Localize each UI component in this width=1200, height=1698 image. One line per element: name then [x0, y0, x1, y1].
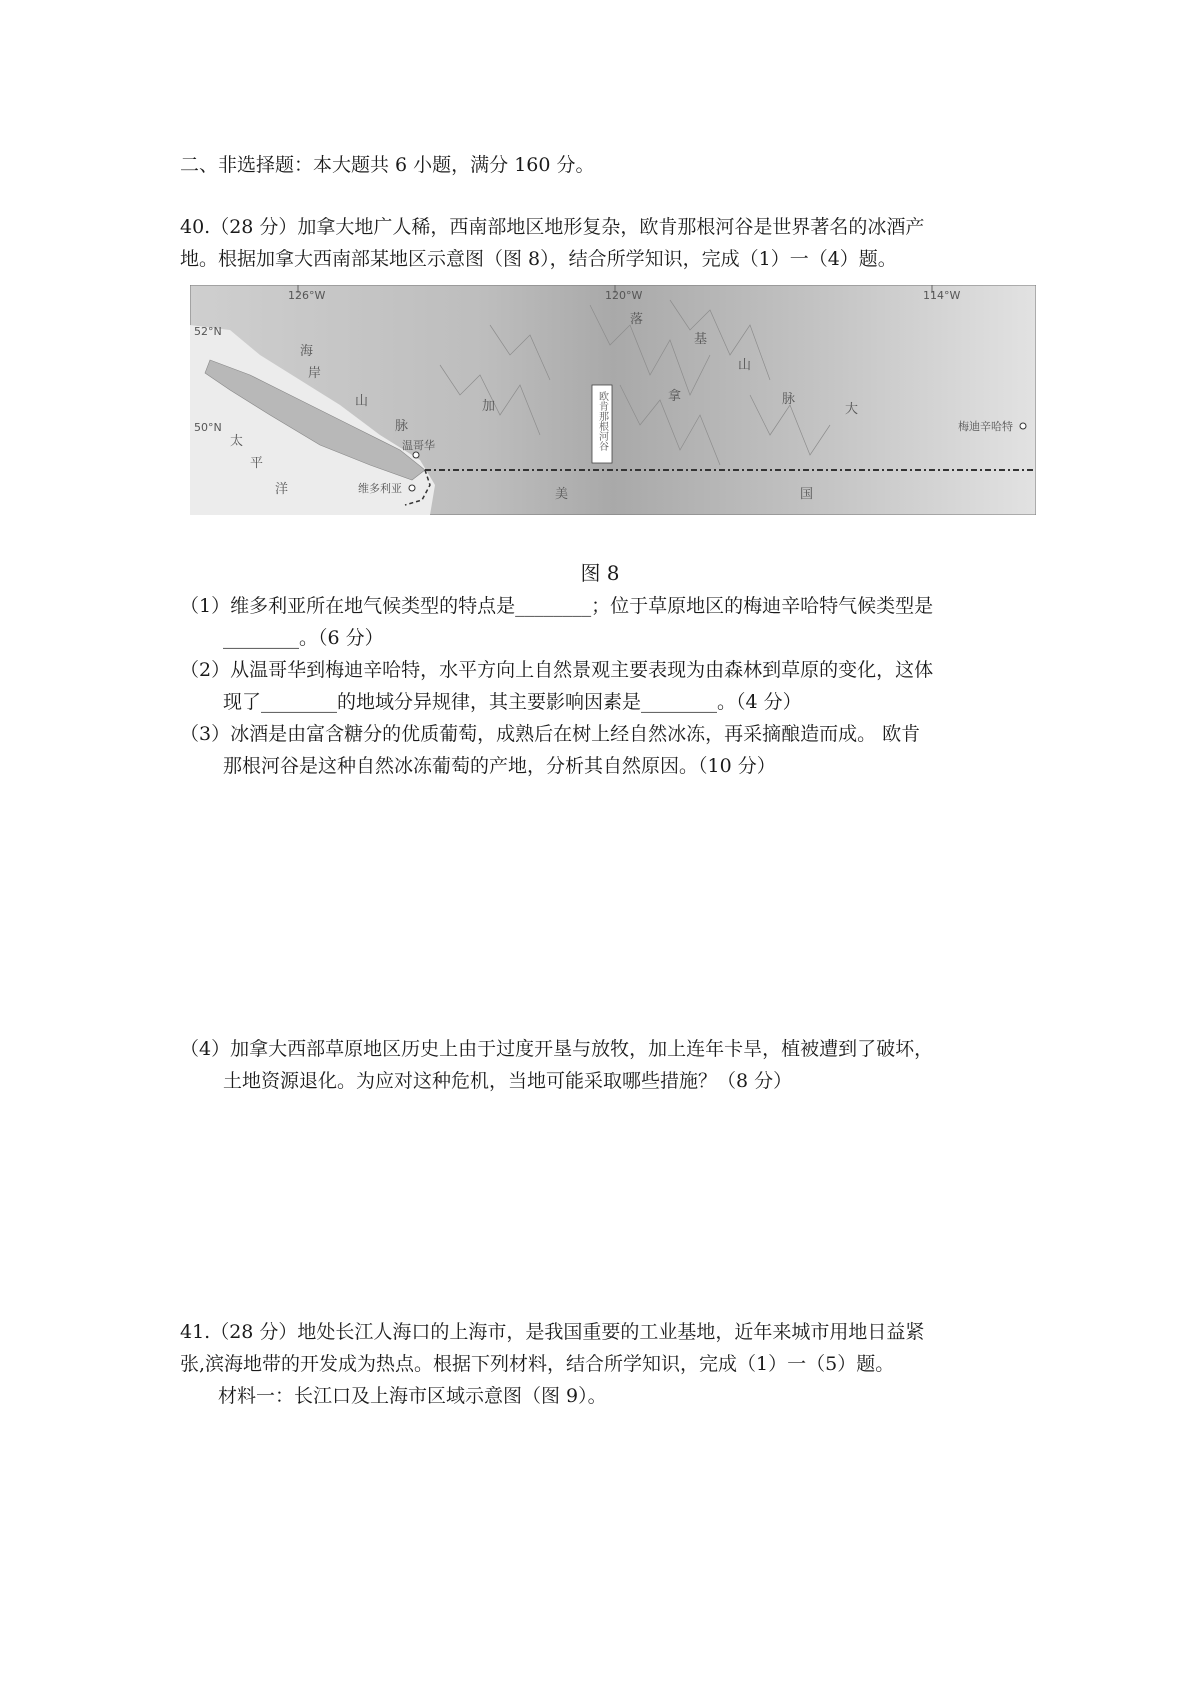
q40-sub1-line1: （1）维多利亚所在地气候类型的特点是________；位于草原地区的梅迪辛哈特气候类型是	[180, 595, 934, 617]
lon-label-114w: 114°W	[923, 289, 961, 302]
q40-sub3-line2: 那根河谷是这种自然冰冻葡萄的产地，分析其自然原因。（10 分）	[223, 755, 776, 777]
q40-sub2-line2: 现了________的地域分异规律，其主要影响因素是________。（4 分）	[223, 691, 802, 713]
section-heading: 二、非选择题：本大题共 6 小题，满分 160 分。	[180, 154, 595, 176]
lat-label-50n: 50°N	[194, 421, 222, 434]
map-char-shan1: 山	[355, 394, 369, 409]
q40-intro-line1: 40.（28 分）加拿大地广人稀，西南部地区地形复杂，欧肯那根河谷是世界著名的冰酒产	[180, 216, 925, 238]
map-char-jia: 加	[482, 399, 496, 414]
q40-sub3-line1: （3）冰酒是由富含糖分的优质葡萄，成熟后在树上经自然冰冻，再采摘酿造而成。 欧肯	[180, 723, 921, 745]
map-char-guo: 国	[800, 487, 814, 502]
q41-intro-line1: 41.（28 分）地处长江人海口的上海市，是我国重要的工业基地，近年来城市用地日益紧	[180, 1321, 925, 1343]
q40-sub1-line2: ________。（6 分）	[223, 627, 384, 649]
valley-label: 欧肯那根河谷	[596, 391, 608, 451]
q40-sub4-line1: （4）加拿大西部草原地区历史上由于过度开垦与放牧，加上连年卡旱，植被遭到了破坏，	[180, 1038, 934, 1060]
q40-sub2-line1: （2）从温哥华到梅迪辛哈特，水平方向上自然景观主要表现为由森林到草原的变化，这体	[180, 659, 934, 681]
map-char-mai2: 脉	[782, 392, 796, 407]
map-char-shan2: 山	[738, 358, 752, 373]
figure-8-caption: 图 8	[580, 561, 620, 585]
vancouver-marker	[413, 452, 419, 458]
map-char-an: 岸	[308, 366, 322, 381]
lat-label-52n: 52°N	[194, 325, 222, 338]
map-char-mai1: 脉	[395, 419, 409, 434]
map-char-mei: 美	[555, 487, 569, 502]
city-vancouver: 温哥华	[402, 439, 435, 452]
figure-8-map	[190, 285, 1036, 515]
city-medicine-hat: 梅迪辛哈特	[958, 420, 1013, 433]
ocean-char-yang: 洋	[275, 482, 289, 497]
q40-intro-line2: 地。根据加拿大西南部某地区示意图（图 8），结合所学知识，完成（1）一（4）题。	[180, 248, 897, 270]
map-char-luo: 落	[630, 312, 644, 327]
map-char-da: 大	[845, 402, 859, 417]
q41-intro-line2: 张,滨海地带的开发成为热点。根据下列材料，结合所学知识，完成（1）一（5）题。	[180, 1353, 895, 1375]
ocean-char-ping: 平	[250, 456, 264, 471]
q40-sub4-line2: 土地资源退化。为应对这种危机，当地可能采取哪些措施？（8 分）	[223, 1070, 793, 1092]
victoria-marker	[409, 485, 415, 491]
city-victoria: 维多利亚	[358, 482, 402, 495]
medicine-hat-marker	[1020, 423, 1026, 429]
lon-label-120w: 120°W	[605, 289, 643, 302]
lon-label-126w: 126°W	[288, 289, 326, 302]
map-char-ji: 基	[694, 332, 708, 347]
map-svg	[190, 285, 1036, 515]
q41-material1: 材料一：长江口及上海市区域示意图（图 9）。	[218, 1385, 607, 1407]
map-char-na: 拿	[668, 389, 682, 404]
ocean-char-tai: 太	[230, 434, 244, 449]
map-char-hai: 海	[300, 344, 314, 359]
